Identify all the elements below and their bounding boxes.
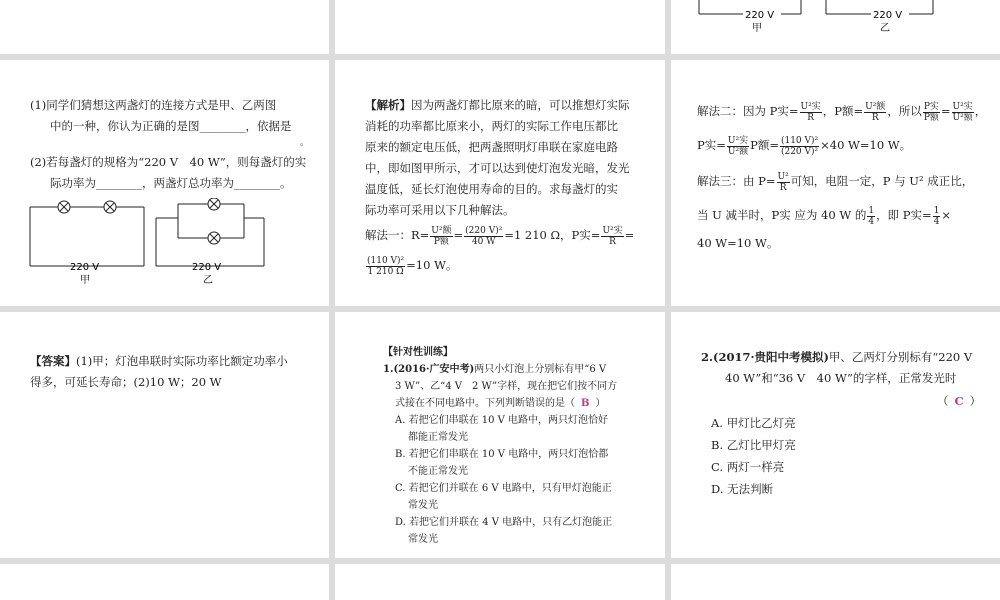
q2-line2: 40 W”和“36 V 40 W”的字样，正常发光时	[725, 371, 957, 385]
method2-line1: 解法二：因为 P实= $\frac{\text{U²实}}{R}$ ，P额= $\frac{\text{U²额}}{R}$ ，所以 $\frac{\text{P实}}{\text{P额}}$ = $\frac{\text{U²实}}{\text{U²额}}$ ，	[697, 101, 987, 123]
analysis-line6: 际功率可采用以下几种解法。	[365, 203, 515, 217]
option-c-line1: C. 若把它们并联在 6 V 电路中，只有甲灯泡能正	[395, 483, 612, 494]
fraction: $\frac{\text{U²额}}{R}$	[865, 101, 886, 123]
answer-line2: 得多，可延长寿命；(2)10 W；20 W	[30, 375, 222, 389]
q1-dot: 。	[300, 138, 310, 148]
training-answer: B	[581, 398, 590, 409]
option-a-line2: 都能正常发光	[408, 432, 468, 443]
panel-top-right	[671, 0, 1000, 54]
q1-line1: (1)同学们猜想这两盏灯的连接方式是甲、乙两图	[30, 98, 277, 112]
method1-line2: $\frac{\text{(110 V)²}}{1 210 \Omega}$ =10 W。	[367, 255, 458, 277]
circuit-diagrams	[0, 198, 329, 306]
top-jia-name: 甲	[752, 23, 762, 34]
training-header: 【针对性训练】	[383, 347, 453, 358]
training-q-line1: 1.(2016·广安中考)两只小灯泡上分别标有甲“6 V	[383, 364, 607, 375]
answer-line1: 【答案】(1)甲；灯泡串联时实际功率比额定功率小	[30, 354, 288, 368]
circuit-jia-voltage: 220 V	[70, 262, 100, 273]
training-q-line2: 3 W”、乙“4 V 2 W”字样，现在把它们按不同方	[395, 381, 618, 392]
fraction: $\frac{\text{P实}}{\text{P额}}$	[923, 101, 939, 123]
analysis-line3: 原来的额定电压低，把两盏照明灯串联在家庭电路	[365, 140, 618, 154]
fraction: $\frac{\text{(110 V)²}}{\text{(220 V)²}}$	[780, 135, 819, 157]
fraction: $\frac{\text{U²实}}{\text{U²额}}$	[952, 101, 973, 123]
panel-top-middle	[335, 0, 665, 54]
panel-training	[335, 312, 665, 558]
panel-question	[0, 60, 329, 306]
q1-line2: 中的一种，你认为正确的是图________，依据是	[50, 119, 292, 133]
fraction: $\frac{\text{(110 V)²}}{1 210 \Omega}$	[367, 255, 405, 277]
q2-answer-line: （ C ）	[937, 394, 982, 408]
fraction: $\frac{\text{U²额}}{\text{P额}}$	[431, 225, 452, 247]
q2-option-d: D. 无法判断	[711, 482, 774, 496]
fraction: $\frac{\text{(220 V)²}}{40 W}$	[465, 225, 503, 247]
analysis-line2: 消耗的功率都比原来小，两灯的实际工作电压都比	[365, 119, 618, 133]
option-a-line1: A. 若把它们串联在 10 V 电路中，两只灯泡恰好	[395, 415, 609, 426]
method1-line1: 解法一：R= $\frac{\text{U²额}}{\text{P额}}$ = $\frac{\text{(220 V)²}}{40 W}$ =1 210 Ω，P实= $\frac{\text{U²实}}{R}$ =	[365, 225, 635, 247]
fraction: $\frac{\text{U²实}}{\text{U²额}}$	[727, 135, 749, 157]
fraction: $\frac{1}{4}$	[933, 205, 940, 227]
analysis-tag: 【解析】	[365, 98, 411, 112]
analysis-line1	[365, 94, 630, 116]
panel-bottom-middle	[335, 564, 665, 600]
panel-analysis	[335, 60, 665, 306]
method3-line2: 当 U 减半时，P实 应为 40 W 的 $\frac{1}{4}$ ，即 P实= $\frac{1}{4}$ ×	[697, 205, 951, 227]
panel-answer	[0, 312, 329, 558]
circuit-jia-name: 甲	[80, 275, 90, 286]
q2-option-a: A. 甲灯比乙灯亮	[711, 416, 796, 430]
panel-bottom-right	[671, 564, 1000, 600]
top-yi-name: 乙	[880, 23, 890, 34]
panel-q2	[671, 312, 1000, 558]
q2-line1: 2.(2017·贵阳中考模拟)甲、乙两灯分别标有“220 V	[701, 350, 973, 364]
method2-line2: P实= $\frac{\text{U²实}}{\text{U²额}}$ P额= $\frac{\text{(110 V)²}}{\text{(220 V)²}}$ ×40 W=10 W。	[697, 135, 912, 157]
q2-line2: 际功率为________，两盏灯总功率为________。	[50, 176, 292, 190]
analysis-text1: 因为两盏灯都比原来的暗，可以推想灯实际	[411, 98, 630, 112]
panel-bottom-left	[0, 564, 329, 600]
method3-line1: 解法三：由 P= $\frac{\text{U²}}{R}$ 可知，电阻一定，P 与 U² 成正比，	[697, 171, 974, 193]
training-q-line3: 式接在不同电路中。下列判断错误的是（ B ）	[395, 398, 606, 409]
option-d-line2: 常发光	[408, 534, 438, 545]
q2-option-c: C. 两灯一样亮	[711, 460, 785, 474]
panel-top-left	[0, 0, 329, 54]
option-d-line1: D. 若把它们并联在 4 V 电路中，只有乙灯泡能正	[395, 517, 613, 528]
top-yi-voltage: 220 V	[873, 10, 903, 21]
option-c-line2: 常发光	[408, 500, 438, 511]
circuit-yi-name: 乙	[203, 275, 213, 286]
analysis-line5: 温度低，延长灯泡使用寿命的目的。求每盏灯的实	[365, 182, 618, 196]
top-jia-voltage: 220 V	[745, 10, 775, 21]
answer-tag: 【答案】	[30, 354, 76, 368]
circuit-jia	[30, 201, 144, 266]
q2-option-b: B. 乙灯比甲灯亮	[711, 438, 796, 452]
fraction: $\frac{\text{U²实}}{R}$	[602, 225, 623, 247]
q2-line1: (2)若每盏灯的规格为“220 V 40 W”，则每盏灯的实	[30, 155, 307, 169]
analysis-line4: 中，即如图甲所示，才可以达到使灯泡发光暗，发光	[365, 161, 630, 175]
method3-line3: 40 W=10 W。	[697, 236, 779, 250]
panel-methods	[671, 60, 1000, 306]
fraction: $\frac{\text{U²实}}{R}$	[800, 101, 821, 123]
top-circuit-fragment	[671, 0, 1000, 54]
circuit-yi	[156, 198, 264, 266]
option-b-line2: 不能正常发光	[408, 466, 468, 477]
circuit-yi-voltage: 220 V	[192, 262, 222, 273]
fraction: $\frac{\text{U²}}{R}$	[777, 171, 789, 193]
fraction: $\frac{1}{4}$	[868, 205, 875, 227]
option-b-line1: B. 若把它们串联在 10 V 电路中，两只灯泡恰都	[395, 449, 609, 460]
q2-answer: C	[954, 394, 964, 408]
